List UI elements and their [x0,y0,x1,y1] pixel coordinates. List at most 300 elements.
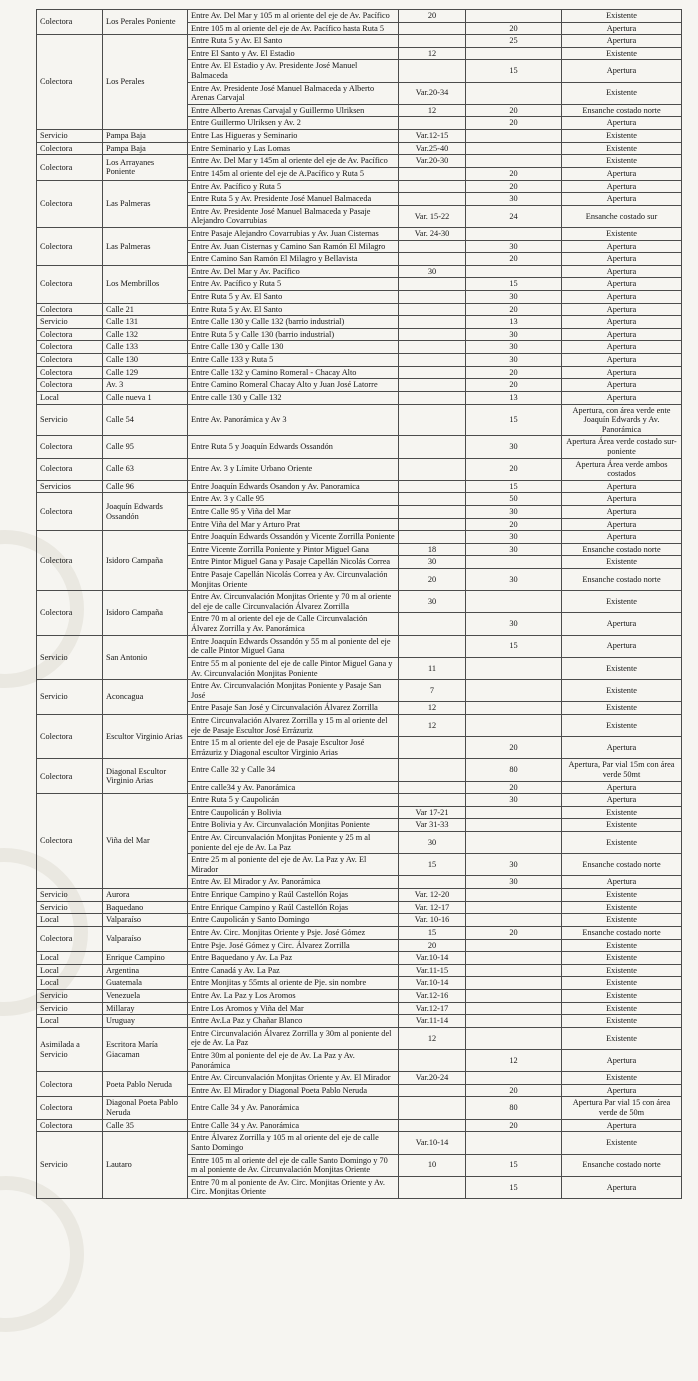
proposed-width-cell: 13 [466,391,562,404]
segment-cell: Entre Pasaje Alejandro Covarrubias y Av. Juan Cisternas [188,227,399,240]
segment-cell: Entre Av. El Mirador y Av. Panorámica [188,876,399,889]
street-name-cell: Calle 21 [103,303,188,316]
street-name-cell: Calle 95 [103,436,188,458]
street-name-cell: Diagonal Poeta Pablo Neruda [103,1097,188,1119]
proposed-width-cell: 20 [466,104,562,117]
existing-width-cell [399,60,466,82]
segment-cell: Entre Ruta 5 y Av. El Santo [188,35,399,48]
segment-cell: Entre Av. El Mirador y Diagonal Poeta Pablo Neruda [188,1084,399,1097]
street-name-cell: Los Perales [103,35,188,130]
segment-cell: Entre calle 130 y Calle 132 [188,391,399,404]
proposed-width-cell: 20 [466,1119,562,1132]
category-cell: Servicios [37,480,103,493]
status-cell: Apertura [562,1119,682,1132]
street-name-cell: Calle 54 [103,404,188,436]
segment-cell: Entre Av. 3 y Calle 95 [188,493,399,506]
street-name-cell: Aurora [103,889,188,902]
existing-width-cell: 12 [399,47,466,60]
existing-width-cell: 12 [399,1027,466,1049]
street-name-cell: Calle 133 [103,341,188,354]
proposed-width-cell [466,977,562,990]
table-row [37,531,682,544]
segment-cell: Entre Camino San Ramón El Milagro y Bellavista [188,253,399,266]
category-cell: Colectora [37,1097,103,1119]
category-cell: Asimilada a Servicio [37,1027,103,1071]
segment-cell: Entre Álvarez Zorrilla y 105 m al oriente del eje de calle Santo Domingo [188,1132,399,1154]
status-cell: Existente [562,819,682,832]
status-cell: Apertura [562,328,682,341]
existing-width-cell [399,379,466,392]
proposed-width-cell: 30 [466,436,562,458]
existing-width-cell [399,117,466,130]
proposed-width-cell [466,155,562,168]
proposed-width-cell: 24 [466,205,562,227]
proposed-width-cell: 12 [466,1050,562,1072]
existing-width-cell: Var.20-24 [399,1072,466,1085]
segment-cell: Entre 105 m al oriente del eje de calle Santo Domingo y 70 m al poniente de Av. Circunvalación Monjitas Oriente [188,1154,399,1176]
table-row [37,142,682,155]
segment-cell: Entre 15 m al oriente del eje de Pasaje Escultor José Errázuriz y Diagonal escultor Virginio Arias [188,737,399,759]
proposed-width-cell: 15 [466,60,562,82]
proposed-width-cell [466,914,562,927]
proposed-width-cell: 20 [466,366,562,379]
category-cell: Colectora [37,303,103,316]
segment-cell: Entre Calle 34 y Av. Panorámica [188,1119,399,1132]
status-cell: Existente [562,1027,682,1049]
table-row [37,180,682,193]
segment-cell: Entre Ruta 5 y Av. Presidente José Manuel Balmaceda [188,193,399,206]
segment-cell: Entre Viña del Mar y Arturo Prat [188,518,399,531]
existing-width-cell [399,391,466,404]
existing-width-cell: Var.20-30 [399,155,466,168]
segment-cell: Entre Ruta 5 y Joaquín Edwards Ossandón [188,436,399,458]
status-cell: Apertura [562,737,682,759]
street-name-cell: Isidoro Campaña [103,591,188,635]
existing-width-cell: 12 [399,104,466,117]
proposed-width-cell [466,47,562,60]
category-cell: Colectora [37,35,103,130]
street-name-cell: Pampa Baja [103,142,188,155]
segment-cell: Entre Av. Panorámica y Av 3 [188,404,399,436]
status-cell: Existente [562,1072,682,1085]
existing-width-cell: Var 17-21 [399,806,466,819]
street-name-cell: Los Arrayanes Poniente [103,155,188,180]
table-row [37,130,682,143]
proposed-width-cell [466,939,562,952]
existing-width-cell: 20 [399,10,466,23]
existing-width-cell [399,794,466,807]
segment-cell: Entre Av. Presidente José Manuel Balmaceda y Pasaje Alejandro Covarrubias [188,205,399,227]
street-name-cell: Escultor Virginio Arias [103,714,188,758]
segment-cell: Entre Pasaje San José y Circunvalación Álvarez Zorrilla [188,702,399,715]
status-cell: Apertura [562,366,682,379]
existing-width-cell [399,35,466,48]
table-row [37,889,682,902]
status-cell: Apertura [562,379,682,392]
street-name-cell: Las Palmeras [103,180,188,227]
status-cell: Existente [562,10,682,23]
status-cell: Apertura [562,354,682,367]
existing-width-cell: 20 [399,569,466,591]
table-row [37,436,682,458]
table-row [37,964,682,977]
existing-width-cell [399,328,466,341]
category-cell: Servicio [37,680,103,715]
table-row [37,989,682,1002]
segment-cell: Entre El Santo y Av. El Estadio [188,47,399,60]
proposed-width-cell: 20 [466,926,562,939]
status-cell: Apertura [562,316,682,329]
existing-width-cell: Var.12-17 [399,1002,466,1015]
existing-width-cell: 10 [399,1154,466,1176]
existing-width-cell [399,167,466,180]
existing-width-cell: 30 [399,265,466,278]
street-name-cell: Pampa Baja [103,130,188,143]
existing-width-cell [399,193,466,206]
segment-cell: Entre Vicente Zorrilla Poniente y Pintor Miguel Gana [188,543,399,556]
proposed-width-cell [466,130,562,143]
existing-width-cell [399,1084,466,1097]
proposed-width-cell: 30 [466,531,562,544]
street-name-cell: Escritora María Giacaman [103,1027,188,1071]
table-row [37,341,682,354]
street-name-cell: Calle 63 [103,458,188,480]
segment-cell: Entre Circunvalación Álvarez Zorrilla y 30m al poniente del eje de Av. La Paz [188,1027,399,1049]
segment-cell: Entre Calle 130 y Calle 132 (barrio industrial) [188,316,399,329]
road-table-body [37,10,682,1199]
proposed-width-cell: 30 [466,613,562,635]
existing-width-cell: 30 [399,832,466,854]
category-cell: Colectora [37,1119,103,1132]
proposed-width-cell: 30 [466,328,562,341]
status-cell: Existente [562,556,682,569]
street-name-cell: Valparaíso [103,926,188,951]
segment-cell: Entre calle34 y Av. Panorámica [188,781,399,794]
segment-cell: Entre Las Higueras y Seminario [188,130,399,143]
status-cell: Apertura [562,303,682,316]
segment-cell: Entre Av. Del Mar y 145m al oriente del eje de Av. Pacífico [188,155,399,168]
proposed-width-cell: 30 [466,876,562,889]
category-cell: Servicio [37,1132,103,1199]
category-cell: Colectora [37,1072,103,1097]
proposed-width-cell: 30 [466,794,562,807]
segment-cell: Entre Av. Pacífico y Ruta 5 [188,278,399,291]
watermark-circle [0,1176,84,1332]
status-cell: Apertura [562,613,682,635]
segment-cell: Entre Caupolicán y Santo Domingo [188,914,399,927]
proposed-width-cell: 13 [466,316,562,329]
status-cell: Apertura [562,22,682,35]
proposed-width-cell [466,680,562,702]
existing-width-cell [399,1097,466,1119]
existing-width-cell: 18 [399,543,466,556]
existing-width-cell: Var 31-33 [399,819,466,832]
table-row [37,493,682,506]
table-row [37,35,682,48]
segment-cell: Entre Av. Pacífico y Ruta 5 [188,180,399,193]
table-row [37,759,682,781]
existing-width-cell: Var.25-40 [399,142,466,155]
table-row [37,480,682,493]
street-name-cell: Aconcagua [103,680,188,715]
street-name-cell: Calle 129 [103,366,188,379]
existing-width-cell [399,291,466,304]
status-cell: Existente [562,806,682,819]
category-cell: Colectora [37,155,103,180]
table-row [37,1015,682,1028]
existing-width-cell [399,505,466,518]
proposed-width-cell: 20 [466,737,562,759]
table-row [37,458,682,480]
status-cell: Apertura [562,278,682,291]
existing-width-cell [399,759,466,781]
status-cell: Apertura [562,117,682,130]
category-cell: Local [37,964,103,977]
proposed-width-cell [466,989,562,1002]
status-cell: Existente [562,142,682,155]
table-row [37,227,682,240]
segment-cell: Entre 25 m al poniente del eje de Av. La Paz y Av. El Mirador [188,854,399,876]
segment-cell: Entre 105 m al oriente del eje de Av. Pacífico hasta Ruta 5 [188,22,399,35]
street-name-cell: Poeta Pablo Neruda [103,1072,188,1097]
existing-width-cell: 11 [399,657,466,679]
proposed-width-cell: 15 [466,1176,562,1198]
segment-cell: Entre Calle 34 y Av. Panorámica [188,1097,399,1119]
table-row [37,952,682,965]
category-cell: Servicio [37,130,103,143]
segment-cell: Entre 70 m al oriente del eje de Calle Circunvalación Álvarez Zorrilla y Av. Panorámica [188,613,399,635]
status-cell: Existente [562,952,682,965]
category-cell: Servicio [37,635,103,679]
status-cell: Ensanche costado norte [562,854,682,876]
table-row [37,1002,682,1015]
proposed-width-cell: 30 [466,854,562,876]
existing-width-cell [399,876,466,889]
table-row [37,977,682,990]
category-cell: Colectora [37,227,103,265]
table-row [37,1027,682,1049]
street-name-cell: Calle 130 [103,354,188,367]
existing-width-cell: Var.12-15 [399,130,466,143]
segment-cell: Entre Calle 32 y Calle 34 [188,759,399,781]
existing-width-cell [399,341,466,354]
existing-width-cell: Var. 24-30 [399,227,466,240]
status-cell: Apertura Par vial 15 con área verde de 50m [562,1097,682,1119]
status-cell: Apertura [562,341,682,354]
segment-cell: Entre Ruta 5 y Caupolicán [188,794,399,807]
proposed-width-cell: 25 [466,35,562,48]
segment-cell: Entre Av. Juan Cisternas y Camino San Ramón El Milagro [188,240,399,253]
proposed-width-cell [466,832,562,854]
proposed-width-cell: 20 [466,458,562,480]
existing-width-cell [399,303,466,316]
status-cell: Existente [562,47,682,60]
segment-cell: Entre Bolivia y Av. Circunvalación Monjitas Poniente [188,819,399,832]
status-cell: Ensanche costado sur [562,205,682,227]
proposed-width-cell [466,964,562,977]
category-cell: Colectora [37,458,103,480]
status-cell: Apertura [562,60,682,82]
street-name-cell: Los Perales Poniente [103,10,188,35]
street-name-cell: Los Membrillos [103,265,188,303]
proposed-width-cell [466,556,562,569]
segment-cell: Entre Calle 133 y Ruta 5 [188,354,399,367]
existing-width-cell [399,613,466,635]
status-cell: Apertura [562,794,682,807]
existing-width-cell [399,253,466,266]
status-cell: Existente [562,702,682,715]
category-cell: Colectora [37,531,103,591]
existing-width-cell: Var. 15-22 [399,205,466,227]
existing-width-cell [399,737,466,759]
segment-cell: Entre Guillermo Ulriksen y Av. 2 [188,117,399,130]
status-cell: Existente [562,227,682,240]
status-cell: Existente [562,889,682,902]
proposed-width-cell: 20 [466,180,562,193]
proposed-width-cell [466,714,562,736]
street-name-cell: Calle 35 [103,1119,188,1132]
category-cell: Colectora [37,265,103,303]
category-cell: Colectora [37,714,103,758]
street-name-cell: Viña del Mar [103,794,188,889]
existing-width-cell: 30 [399,591,466,613]
existing-width-cell [399,781,466,794]
segment-cell: Entre Av. Circunvalación Monjitas Oriente y Av. El Mirador [188,1072,399,1085]
existing-width-cell: 12 [399,702,466,715]
street-name-cell: Venezuela [103,989,188,1002]
status-cell: Existente [562,657,682,679]
segment-cell: Entre Av. Circ. Monjitas Oriente y Psje. José Gómez [188,926,399,939]
status-cell: Apertura [562,1176,682,1198]
existing-width-cell [399,436,466,458]
status-cell: Apertura [562,35,682,48]
status-cell: Apertura, Par vial 15m con área verde 50mt [562,759,682,781]
proposed-width-cell: 15 [466,1154,562,1176]
existing-width-cell [399,278,466,291]
proposed-width-cell: 80 [466,1097,562,1119]
table-row [37,265,682,278]
proposed-width-cell: 20 [466,117,562,130]
segment-cell: Entre Calle 95 y Viña del Mar [188,505,399,518]
status-cell: Apertura [562,531,682,544]
existing-width-cell: 20 [399,939,466,952]
status-cell: Existente [562,977,682,990]
status-cell: Existente [562,155,682,168]
status-cell: Apertura [562,493,682,506]
proposed-width-cell [466,1015,562,1028]
segment-cell: Entre Av. La Paz y Los Aromos [188,989,399,1002]
table-row [37,303,682,316]
category-cell: Colectora [37,493,103,531]
existing-width-cell [399,354,466,367]
street-name-cell: Valparaíso [103,914,188,927]
proposed-width-cell: 30 [466,569,562,591]
table-row [37,714,682,736]
status-cell: Apertura [562,1050,682,1072]
segment-cell: Entre Calle 132 y Camino Romeral - Chacay Alto [188,366,399,379]
proposed-width-cell: 15 [466,635,562,657]
segment-cell: Entre Joaquín Edwards Osandon y Av. Panoramica [188,480,399,493]
existing-width-cell [399,480,466,493]
proposed-width-cell: 20 [466,379,562,392]
proposed-width-cell [466,1002,562,1015]
proposed-width-cell [466,901,562,914]
proposed-width-cell: 15 [466,278,562,291]
category-cell: Colectora [37,591,103,635]
segment-cell: Entre Av. Presidente José Manuel Balmaceda y Alberto Arenas Carvajal [188,82,399,104]
street-name-cell: Isidoro Campaña [103,531,188,591]
category-cell: Colectora [37,341,103,354]
category-cell: Colectora [37,926,103,951]
status-cell: Ensanche costado norte [562,543,682,556]
segment-cell: Entre Av. Del Mar y 105 m al oriente del eje de Av. Pacífico [188,10,399,23]
proposed-width-cell [466,1027,562,1049]
category-cell: Local [37,914,103,927]
status-cell: Existente [562,914,682,927]
proposed-width-cell: 15 [466,480,562,493]
table-row [37,635,682,657]
status-cell: Existente [562,832,682,854]
table-row [37,391,682,404]
segment-cell: Entre Av. Circunvalación Monjitas Poniente y 25 m al poniente del eje de Av. La Paz [188,832,399,854]
existing-width-cell: 12 [399,714,466,736]
segment-cell: Entre 145m al oriente del eje de A.Pacífico y Ruta 5 [188,167,399,180]
category-cell: Local [37,1015,103,1028]
segment-cell: Entre Joaquín Edwards Ossandón y 55 m al poniente del eje de calle Pintor Miguel Gana [188,635,399,657]
status-cell: Apertura [562,781,682,794]
table-row [37,1097,682,1119]
street-name-cell: Lautaro [103,1132,188,1199]
existing-width-cell: 7 [399,680,466,702]
table-row [37,1072,682,1085]
table-row [37,354,682,367]
status-cell: Ensanche costado norte [562,1154,682,1176]
segment-cell: Entre Baquedano y Av. La Paz [188,952,399,965]
category-cell: Servicio [37,989,103,1002]
category-cell: Servicio [37,316,103,329]
category-cell: Colectora [37,436,103,458]
street-name-cell: Calle 96 [103,480,188,493]
proposed-width-cell: 20 [466,518,562,531]
table-row [37,926,682,939]
category-cell: Local [37,952,103,965]
status-cell: Existente [562,1015,682,1028]
segment-cell: Entre Ruta 5 y Av. El Santo [188,291,399,304]
existing-width-cell: 15 [399,854,466,876]
proposed-width-cell [466,806,562,819]
proposed-width-cell [466,889,562,902]
existing-width-cell: Var.10-14 [399,977,466,990]
proposed-width-cell: 20 [466,1084,562,1097]
status-cell: Apertura [562,167,682,180]
table-row [37,1132,682,1154]
table-row [37,316,682,329]
status-cell: Existente [562,1002,682,1015]
proposed-width-cell: 15 [466,404,562,436]
status-cell: Existente [562,901,682,914]
status-cell: Apertura, con área verde ente Joaquín Edwards y Av. Panorámica [562,404,682,436]
proposed-width-cell: 30 [466,240,562,253]
status-cell: Apertura [562,253,682,266]
segment-cell: Entre Enrique Campino y Raúl Castellón Rojas [188,901,399,914]
category-cell: Colectora [37,180,103,227]
status-cell: Apertura [562,265,682,278]
proposed-width-cell: 20 [466,22,562,35]
street-name-cell: Calle 132 [103,328,188,341]
table-row [37,794,682,807]
segment-cell: Entre Av.La Paz y Chañar Blanco [188,1015,399,1028]
proposed-width-cell: 20 [466,253,562,266]
